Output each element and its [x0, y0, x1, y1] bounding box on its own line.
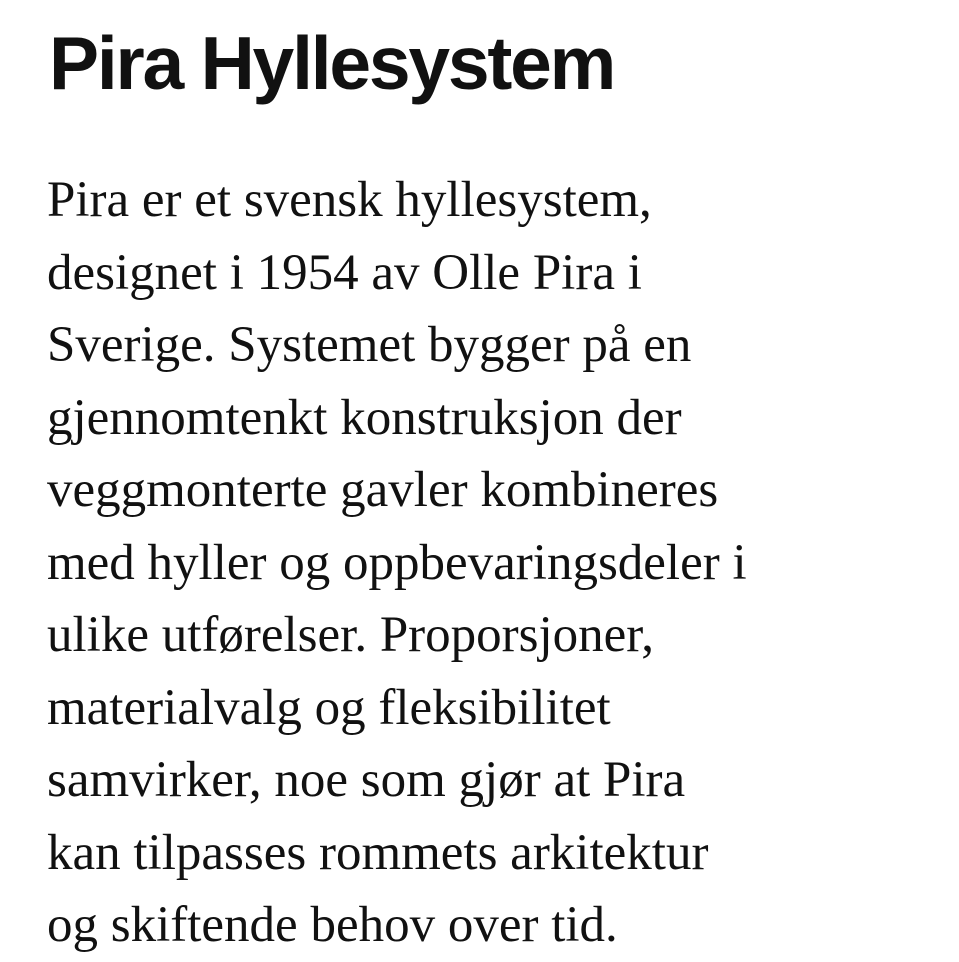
body-line: med hyller og oppbevaringsdeler i: [47, 534, 747, 591]
body-line: designet i 1954 av Olle Pira i: [47, 244, 642, 301]
body-line: kan tilpasses rommets arkitektur: [47, 824, 709, 881]
body-line: og skiftende behov over tid.: [47, 897, 618, 953]
article-body: [47, 164, 947, 962]
body-line: Sverige. Systemet bygger på en: [47, 317, 692, 373]
body-line: gjennomtenkt konstruksjon der: [47, 389, 682, 446]
body-line: ulike utførelser. Proporsjoner,: [47, 607, 654, 663]
body-line: veggmonterte gavler kombineres: [47, 462, 719, 518]
body-line: materialvalg og fleksibilitet: [47, 679, 611, 736]
body-line: Pira er et svensk hyllesystem,: [47, 172, 652, 228]
page-title: Pira Hyllesystem: [49, 21, 615, 105]
body-line: samvirker, noe som gjør at Pira: [47, 752, 686, 808]
